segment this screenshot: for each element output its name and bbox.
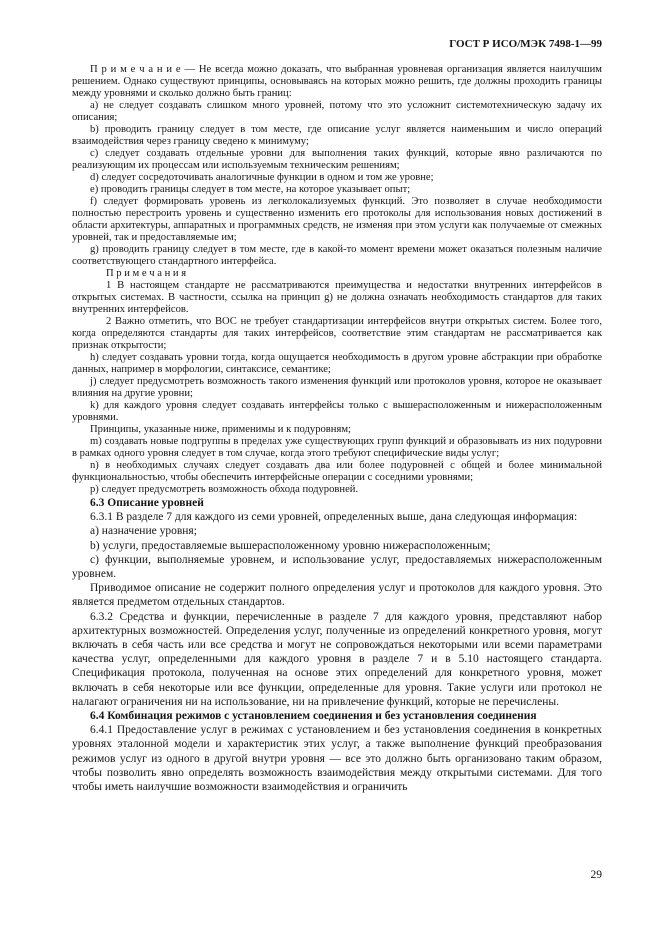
- list-item-d: d) следует сосредоточивать аналогичные функции в одном и том же уровне;: [90, 172, 434, 183]
- list-item-g: g) проводить границу следует в том месте, где в какой-то момент времени может оказаться полезным наличие соответствующего стандартного интерфейса.: [72, 244, 602, 267]
- desc-item-a: a) назначение уровня;: [90, 525, 197, 538]
- page-number: 29: [590, 869, 602, 881]
- note-1: 1 В настоящем стандарте не рассматриваются преимущества и недостатки внутренних интерфейсов в открытых системах. В частности, ссылка на принцип g) не должна означать необходимость стандартов для таких внутренних интерфейсов.: [72, 280, 602, 315]
- notes-heading: П р и м е ч а н и я: [106, 268, 187, 279]
- list-item-h: h) следует создавать уровни тогда, когда ощущается необходимость в другом уровне абстракции при обработке данных, например в морфологии, синтаксисе, семантике;: [72, 352, 602, 375]
- para-6-3-2: 6.3.2 Средства и функции, перечисленные в разделе 7 для каждого уровня, представляют набор архитектурных возможностей. Определения услуг, полученные из определений конкретного уровня, могут включать в себя часть или все средства и могут не сопровождаться некоторыми или всеми параметрами качества услуг, определенными для каждого уровня в разделе 7 и в 5.10 настоящего стандарта. Спецификация протокола, полученная на основе этих определений для конкретного уровня, может включать в себя некоторые или все функции, определенные для уровня. Такие услуги или протокол не налагают ограничения ни на использование, ни на привлечение функций, которые не перечислены.: [72, 610, 602, 708]
- list-item-m: m) создавать новые подгруппы в пределах уже существующих групп функций и образовывать из них подуровни в рамках одного уровня следует в том случае, когда этого требуют специфические виды услуг;: [72, 436, 602, 459]
- list-item-n: n) в необходимых случаях следует создавать два или более подуровней с общей и более минимальной функциональностью, чтобы обеспечить интерфейсные операции с соседними уровнями;: [72, 460, 602, 483]
- note-2: 2 Важно отметить, что ВОС не требует стандартизации интерфейсов внутри открытых систем. Более того, когда определяются стандарты для таких интерфейсов, соответствие этим стандартам не рассматривается как признак открытости;: [72, 316, 602, 351]
- desc-item-b: b) услуги, предоставляемые вышерасположенному уровню нижерасположенным;: [90, 539, 491, 552]
- para-description-note: Приводимое описание не содержит полного определения услуг и протоколов для каждого уровня. Это является предметом отдельных стандартов.: [72, 582, 602, 609]
- subprinciples-intro: Принципы, указанные ниже, применимы и к подуровням;: [90, 424, 352, 435]
- heading-6-4: 6.4 Комбинация режимов с установлением соединения и без установления соединения: [90, 710, 537, 723]
- page-footer: [72, 869, 602, 881]
- heading-6-3: 6.3 Описание уровней: [90, 497, 204, 509]
- para-6-3-1: 6.3.1 В разделе 7 для каждого из семи уровней, определенных выше, дана следующая информация:: [90, 511, 578, 524]
- list-item-b: b) проводить границу следует в том месте, где описание услуг является наименьшим и число операций взаимодействия через границу сведено к минимуму;: [72, 124, 602, 147]
- list-item-e: e) проводить границы следует в том месте, на которое указывает опыт;: [90, 184, 411, 195]
- document-number: ГОСТ Р ИСО/МЭК 7498-1—99: [449, 38, 602, 50]
- list-item-k: k) для каждого уровня следует создавать интерфейсы только с вышерасположенным и нижерасположенным уровнями.: [72, 400, 602, 423]
- page-header: [72, 38, 602, 50]
- list-item-p: p) следует предусмотреть возможность обхода подуровней.: [90, 484, 359, 495]
- desc-item-c: c) функции, выполняемые уровнем, и использование услуг, предоставляемых нижерасположенным уровнем.: [72, 553, 602, 581]
- note-intro: П р и м е ч а н и е — Не всегда можно доказать, что выбранная уровневая организация является наилучшим решением. Однако существуют принципы, основываясь на которых можно решить, где должны проходить границы между уровнями и сколько должно быть границ:: [72, 64, 602, 99]
- list-item-j: j) следует предусмотреть возможность такого изменения функций или протоколов уровня, которое не оказывает влияния на другие уровни;: [72, 376, 602, 399]
- list-item-c: c) следует создавать отдельные уровни для выполнения таких функций, которые явно различаются по реализующим их процессам или используемым техническим решениям;: [72, 148, 602, 171]
- list-item-a: a) не следует создавать слишком много уровней, потому что это усложнит системотехническую задачу их описания;: [72, 100, 602, 123]
- para-6-4-1: 6.4.1 Предоставление услуг в режимах с установлением и без установления соединения в конкретных уровнях эталонной модели и характеристик этих услуг, а также выполнение функций преобразования режимов услуг из одного в другой внутри уровня — все это должно быть организовано таким образом, чтобы позволить явно определять возможность взаимодействия между открытыми системами. Для того чтобы иметь наилучшие возможности взаимодействия и ограничить: [72, 724, 602, 794]
- page-content: [72, 64, 602, 794]
- list-item-f: f) следует формировать уровень из легколокализуемых функций. Это позволяет в случае необходимости полностью перестроить уровень и существенно изменить его протоколы для использования новых достижений в области архитектуры, аппаратных и программных средств, не изменяя при этом услуги как получаемые от смежных уровней, так и предоставляемые им;: [72, 196, 602, 243]
